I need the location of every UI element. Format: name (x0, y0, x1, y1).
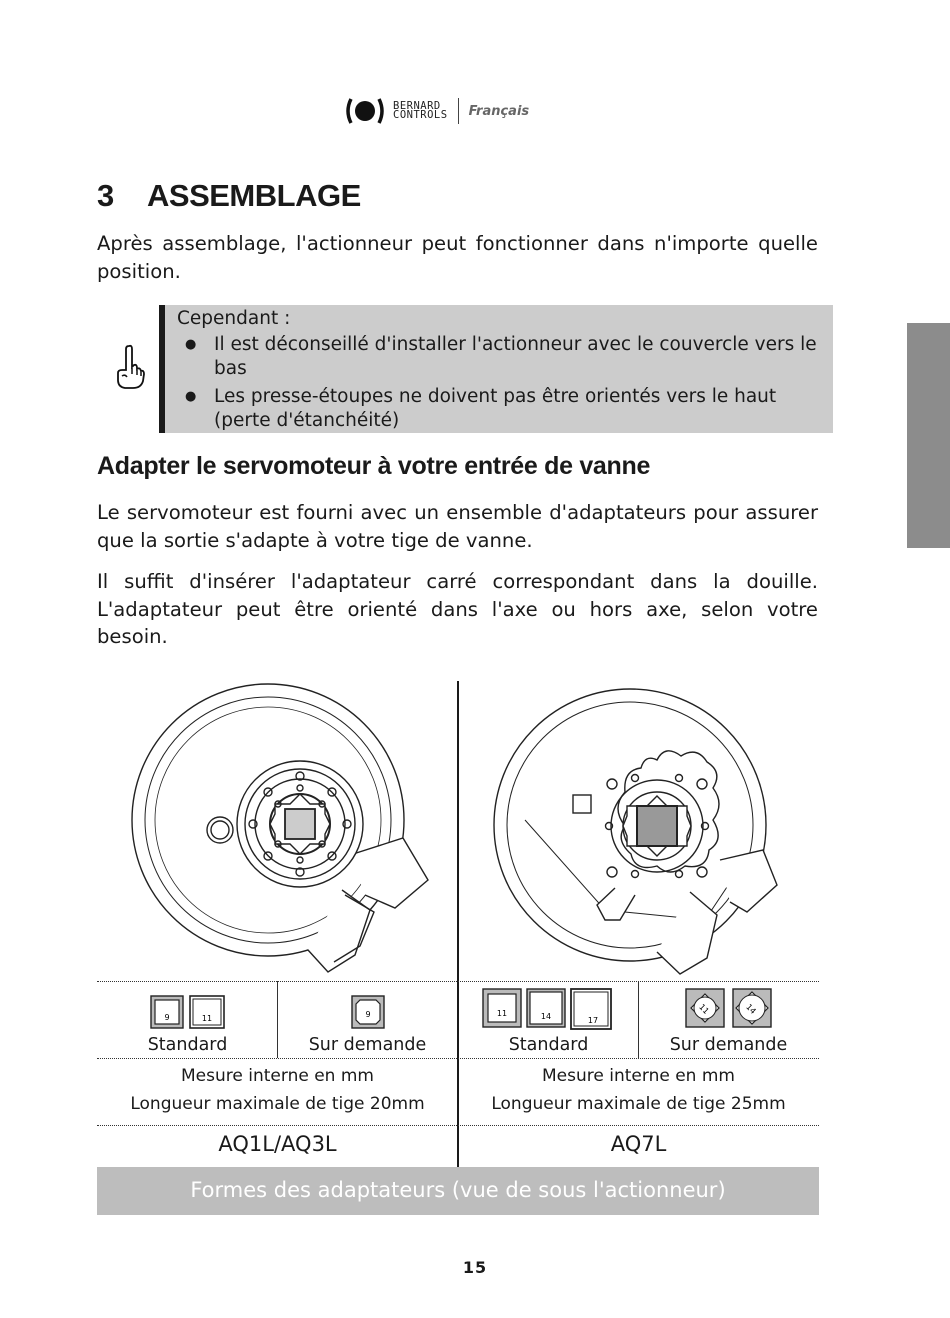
brand-name (393, 102, 448, 120)
measure-note (458, 1062, 819, 1118)
on-demand-label: Sur demande (308, 1035, 427, 1055)
note-item: ● Il est déconseillé d'installer l'actionneur avec le couvercle vers le bas (177, 333, 833, 381)
brand-line-2: CONTROLS (393, 109, 448, 121)
adapter-size-label: 11 (697, 1002, 711, 1016)
max-stem-length-text: Longueur maximale de tige 25mm (491, 1094, 786, 1114)
measure-unit-text: Mesure interne en mm (181, 1066, 374, 1086)
actuator-aq7l-drawing (485, 680, 805, 980)
paragraph-2: Il suffit d'insérer l'adaptateur carré correspondant dans la douille. L'adaptateur peut être orienté dans l'axe ou hors axe, selon votre besoin. (97, 570, 818, 648)
pointing-hand-icon (113, 343, 147, 391)
adapter-ondemand-icon (351, 995, 385, 1029)
adapter-size-label: 14 (540, 1012, 552, 1021)
subsection-title: Adapter le servomoteur à votre entrée de vanne (97, 452, 651, 480)
actuator-aq1l-drawing (120, 680, 440, 980)
on-demand-label: Sur demande (669, 1035, 788, 1055)
table-rule (97, 1125, 819, 1126)
adapter-size-label: 9 (164, 1013, 170, 1022)
figure-caption: Formes des adaptateurs (vue de sous l'actionneur) (97, 1167, 819, 1215)
logo-separator (458, 98, 459, 124)
section-side-tab (907, 323, 950, 548)
page-number: 15 (462, 1258, 488, 1277)
intro-paragraph: Après assemblage, l'actionneur peut fonctionner dans n'importe quelle position. (97, 232, 818, 283)
adapter-size-label: 9 (365, 1010, 371, 1019)
note-item: ● Les presse-étoupes ne doivent pas être orientés vers le haut (perte d'étanchéité) (177, 385, 833, 433)
note-lead: Cependant : (177, 308, 291, 329)
language-label: Français (468, 103, 530, 119)
model-name: AQ7L (610, 1132, 667, 1156)
brand-logo (345, 94, 575, 128)
section-title (97, 178, 361, 214)
measure-unit-text: Mesure interne en mm (542, 1066, 735, 1086)
standard-label: Standard (508, 1035, 589, 1055)
adapter-size-label: 14 (744, 1002, 758, 1016)
adapter-square-icons (150, 995, 226, 1029)
adapter-size-label: 11 (496, 1009, 508, 1018)
model-name: AQ1L/AQ3L (218, 1132, 337, 1156)
standard-label: Standard (147, 1035, 228, 1055)
table-rule (97, 1058, 819, 1059)
adapter-square-icons (482, 988, 614, 1030)
paragraph-1: Le servomoteur est fourni avec un ensemble d'adaptateurs pour assurer que la sortie s'adapte à votre tige de vanne. (97, 501, 818, 552)
section-number: 3 (97, 178, 114, 213)
brand-line-1: BERNARD (393, 100, 441, 112)
adapter-size-label: 11 (201, 1014, 213, 1023)
table-rule (97, 981, 819, 982)
measure-note (97, 1062, 458, 1118)
note-list (177, 333, 833, 433)
adapter-ondemand-icons (685, 988, 775, 1030)
caution-note (159, 305, 833, 433)
section-title-text: ASSEMBLAGE (147, 178, 361, 213)
max-stem-length-text: Longueur maximale de tige 20mm (130, 1094, 425, 1114)
bernard-controls-logo-icon (345, 96, 385, 126)
adapter-size-label: 17 (587, 1016, 599, 1025)
